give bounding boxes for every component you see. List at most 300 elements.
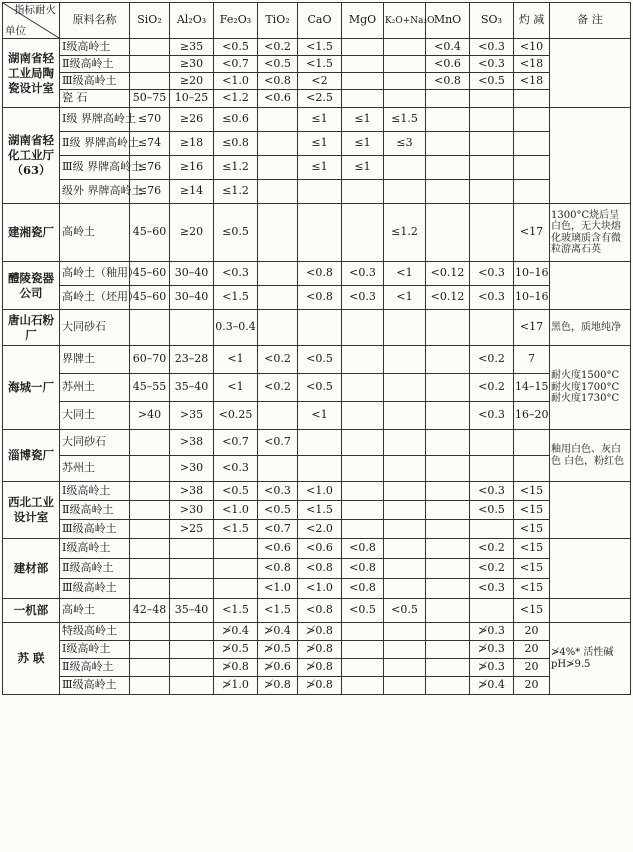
value-cell <box>258 132 298 156</box>
value-cell: ≤1.2 <box>214 180 258 204</box>
value-cell <box>426 132 470 156</box>
value-cell: 14–15 <box>514 374 550 402</box>
value-cell: <0.2 <box>258 346 298 374</box>
value-cell: ≯1.0 <box>214 677 258 695</box>
value-cell: 20 <box>514 677 550 695</box>
value-cell: ≤0.5 <box>214 204 258 262</box>
value-cell: <1.2 <box>214 90 258 108</box>
value-cell <box>426 90 470 108</box>
value-cell: ≥20 <box>170 204 214 262</box>
value-cell: <0.8 <box>342 559 384 579</box>
value-cell <box>298 430 342 456</box>
table-row <box>3 132 631 156</box>
value-cell: <0.2 <box>470 374 514 402</box>
value-cell: <1 <box>214 346 258 374</box>
value-cell: >30 <box>170 456 214 482</box>
value-cell <box>130 501 170 520</box>
value-cell <box>214 539 258 559</box>
value-cell <box>130 539 170 559</box>
value-cell: <1.5 <box>298 39 342 56</box>
column-header: SiO₂ <box>130 3 170 39</box>
note-cell: 1300°C烧后呈白色，无大块熔化玻璃质含有微粒游离石英 <box>550 204 631 262</box>
value-cell: 16–20 <box>514 402 550 430</box>
value-cell: ≯0.4 <box>214 623 258 641</box>
value-cell: <0.8 <box>426 73 470 90</box>
value-cell <box>170 559 214 579</box>
table-row <box>3 374 631 402</box>
table-row <box>3 56 631 73</box>
value-cell: <1.0 <box>298 482 342 501</box>
value-cell: 20 <box>514 641 550 659</box>
value-cell: 30–40 <box>170 262 214 286</box>
value-cell: ≤1 <box>342 108 384 132</box>
table-body <box>3 39 631 695</box>
value-cell: 10–16 <box>514 286 550 310</box>
value-cell: <1.0 <box>214 501 258 520</box>
unit-cell: 唐山石粉厂 <box>3 310 60 346</box>
column-header: Fe₂O₃ <box>214 3 258 39</box>
value-cell <box>298 310 342 346</box>
material-name-cell: Ⅲ级高岭土 <box>60 579 130 599</box>
value-cell <box>470 520 514 539</box>
value-cell <box>426 482 470 501</box>
value-cell <box>426 559 470 579</box>
value-cell: <1.5 <box>258 599 298 623</box>
material-name-cell: Ⅰ级高岭土 <box>60 641 130 659</box>
value-cell: <1.5 <box>214 599 258 623</box>
value-cell: 20 <box>514 659 550 677</box>
value-cell: ≯0.5 <box>214 641 258 659</box>
material-name-cell: Ⅱ级高岭土 <box>60 501 130 520</box>
material-name-cell: Ⅲ级高岭土 <box>60 73 130 90</box>
value-cell: ≤1 <box>342 156 384 180</box>
value-cell: 35–40 <box>170 599 214 623</box>
value-cell: <0.7 <box>258 520 298 539</box>
value-cell <box>514 430 550 456</box>
value-cell: <0.3 <box>258 482 298 501</box>
note-cell <box>550 482 631 539</box>
value-cell: ≯0.8 <box>298 677 342 695</box>
value-cell: <10 <box>514 39 550 56</box>
value-cell <box>384 623 426 641</box>
note-cell: ≯4%* 活性碱 pH≯9.5 <box>550 623 631 695</box>
value-cell: ≥18 <box>170 132 214 156</box>
value-cell: <0.3 <box>470 262 514 286</box>
value-cell <box>514 90 550 108</box>
value-cell <box>342 520 384 539</box>
value-cell: <0.3 <box>470 56 514 73</box>
note-cell: 黑色，质地纯净 <box>550 310 631 346</box>
value-cell: <15 <box>514 501 550 520</box>
table-row <box>3 180 631 204</box>
value-cell <box>470 204 514 262</box>
table-row <box>3 659 631 677</box>
value-cell <box>426 539 470 559</box>
value-cell <box>514 456 550 482</box>
value-cell: <1.0 <box>214 73 258 90</box>
value-cell: <1 <box>384 262 426 286</box>
value-cell: 60–70 <box>130 346 170 374</box>
value-cell: <1 <box>214 374 258 402</box>
value-cell: <0.8 <box>342 579 384 599</box>
material-name-cell: Ⅱ级高岭土 <box>60 559 130 579</box>
column-header: SO₃ <box>470 3 514 39</box>
kaolin-standards-table <box>2 2 631 695</box>
value-cell: <0.8 <box>342 539 384 559</box>
value-cell <box>384 559 426 579</box>
value-cell <box>342 204 384 262</box>
value-cell: 35–40 <box>170 374 214 402</box>
material-name-cell: Ⅱ级高岭土 <box>60 659 130 677</box>
value-cell: <0.2 <box>470 559 514 579</box>
unit-cell: 一机部 <box>3 599 60 623</box>
table-row <box>3 310 631 346</box>
header-row <box>3 3 631 39</box>
table-row <box>3 402 631 430</box>
value-cell: <0.2 <box>258 374 298 402</box>
value-cell: <0.5 <box>214 39 258 56</box>
value-cell: ≯0.4 <box>470 677 514 695</box>
value-cell: ≯0.8 <box>298 659 342 677</box>
material-name-cell: 瓷 石 <box>60 90 130 108</box>
value-cell <box>384 539 426 559</box>
value-cell <box>342 402 384 430</box>
value-cell <box>130 310 170 346</box>
material-name-cell: Ⅰ级高岭土 <box>60 482 130 501</box>
value-cell <box>170 539 214 559</box>
material-name-cell: 大同砂石 <box>60 430 130 456</box>
note-cell <box>550 599 631 623</box>
value-cell <box>384 90 426 108</box>
value-cell: <0.3 <box>214 262 258 286</box>
value-cell <box>170 310 214 346</box>
value-cell <box>384 374 426 402</box>
value-cell: <0.3 <box>342 262 384 286</box>
value-cell: <1.5 <box>298 501 342 520</box>
value-cell: ≤1.5 <box>384 108 426 132</box>
value-cell: <1 <box>384 286 426 310</box>
note-cell: 耐火度1500°C 耐火度1700°C 耐火度1730°C <box>550 346 631 430</box>
value-cell: ≯0.8 <box>214 659 258 677</box>
unit-cell: 湖南省轻工业局陶瓷设计室 <box>3 39 60 108</box>
value-cell: <0.3 <box>342 286 384 310</box>
column-header: 灼 减 <box>514 3 550 39</box>
value-cell <box>130 73 170 90</box>
material-name-cell: Ⅱ级 界牌高岭土 <box>60 132 130 156</box>
material-name-cell: 高岭土 <box>60 204 130 262</box>
value-cell <box>342 56 384 73</box>
table-row <box>3 559 631 579</box>
value-cell <box>384 402 426 430</box>
value-cell: ≤1.2 <box>214 156 258 180</box>
value-cell: <0.3 <box>214 456 258 482</box>
value-cell: <1 <box>298 402 342 430</box>
value-cell <box>426 346 470 374</box>
value-cell: <0.12 <box>426 262 470 286</box>
value-cell <box>384 659 426 677</box>
value-cell: <1.5 <box>214 286 258 310</box>
value-cell <box>426 501 470 520</box>
value-cell <box>470 90 514 108</box>
value-cell <box>170 659 214 677</box>
value-cell: ≤76 <box>130 156 170 180</box>
value-cell: 45–60 <box>130 262 170 286</box>
value-cell <box>130 677 170 695</box>
value-cell: ≯0.8 <box>298 623 342 641</box>
value-cell: ≤1 <box>298 108 342 132</box>
value-cell: <0.6 <box>426 56 470 73</box>
value-cell: <0.3 <box>470 39 514 56</box>
material-name-cell: Ⅰ级 界牌高岭土 <box>60 108 130 132</box>
material-name-cell: 高岭土（釉用） <box>60 262 130 286</box>
value-cell <box>130 559 170 579</box>
table-row <box>3 204 631 262</box>
unit-cell: 海城一厂 <box>3 346 60 430</box>
value-cell: <0.3 <box>470 286 514 310</box>
value-cell: ≤70 <box>130 108 170 132</box>
material-name-cell: 界牌土 <box>60 346 130 374</box>
value-cell: <0.8 <box>298 262 342 286</box>
value-cell: >30 <box>170 501 214 520</box>
material-name-cell: Ⅲ级高岭土 <box>60 677 130 695</box>
corner-top-label: 指标耐火 <box>14 4 56 16</box>
value-cell <box>426 402 470 430</box>
value-cell <box>258 456 298 482</box>
value-cell: 0.3–0.4 <box>214 310 258 346</box>
material-name-cell: 苏州土 <box>60 374 130 402</box>
value-cell <box>258 180 298 204</box>
value-cell <box>514 108 550 132</box>
table-row <box>3 599 631 623</box>
value-cell: ≯0.8 <box>298 641 342 659</box>
value-cell <box>130 39 170 56</box>
value-cell: <2.5 <box>298 90 342 108</box>
value-cell: ≯0.6 <box>258 659 298 677</box>
column-header: MnO <box>426 3 470 39</box>
note-cell <box>550 262 631 310</box>
table-row <box>3 579 631 599</box>
value-cell: >35 <box>170 402 214 430</box>
value-cell <box>258 262 298 286</box>
value-cell: <0.3 <box>470 482 514 501</box>
value-cell: <0.8 <box>258 559 298 579</box>
table-row <box>3 286 631 310</box>
value-cell: ≯0.3 <box>470 641 514 659</box>
value-cell <box>470 108 514 132</box>
value-cell <box>258 310 298 346</box>
value-cell <box>470 599 514 623</box>
value-cell: <0.7 <box>258 430 298 456</box>
value-cell <box>470 310 514 346</box>
value-cell: ≥20 <box>170 73 214 90</box>
value-cell <box>426 430 470 456</box>
material-name-cell: 特级高岭土 <box>60 623 130 641</box>
value-cell: >40 <box>130 402 170 430</box>
value-cell <box>426 374 470 402</box>
value-cell <box>426 520 470 539</box>
value-cell: ≥14 <box>170 180 214 204</box>
value-cell: <15 <box>514 539 550 559</box>
value-cell <box>384 156 426 180</box>
material-name-cell: 苏州土 <box>60 456 130 482</box>
value-cell <box>384 456 426 482</box>
value-cell: >25 <box>170 520 214 539</box>
value-cell <box>384 520 426 539</box>
value-cell <box>342 482 384 501</box>
value-cell <box>470 180 514 204</box>
value-cell <box>342 346 384 374</box>
value-cell <box>426 641 470 659</box>
value-cell: ≯0.3 <box>470 623 514 641</box>
value-cell: <0.5 <box>214 482 258 501</box>
value-cell: ≥30 <box>170 56 214 73</box>
value-cell <box>470 156 514 180</box>
value-cell <box>426 599 470 623</box>
material-name-cell: 级外 界牌高岭土 <box>60 180 130 204</box>
value-cell <box>170 677 214 695</box>
value-cell <box>384 73 426 90</box>
table-row <box>3 262 631 286</box>
value-cell: ≯0.3 <box>470 659 514 677</box>
value-cell: <0.5 <box>384 599 426 623</box>
value-cell: <0.5 <box>470 73 514 90</box>
table-row <box>3 73 631 90</box>
value-cell <box>130 659 170 677</box>
value-cell: ≤1 <box>342 132 384 156</box>
value-cell: ≤0.6 <box>214 108 258 132</box>
value-cell: <18 <box>514 56 550 73</box>
value-cell: <1.5 <box>298 56 342 73</box>
value-cell <box>258 204 298 262</box>
unit-cell: 建湘瓷厂 <box>3 204 60 262</box>
column-header: TiO₂ <box>258 3 298 39</box>
material-name-cell: Ⅱ级高岭土 <box>60 56 130 73</box>
table-row <box>3 346 631 374</box>
column-header: Al₂O₃ <box>170 3 214 39</box>
value-cell: <0.2 <box>470 346 514 374</box>
note-cell <box>550 108 631 204</box>
value-cell <box>342 73 384 90</box>
value-cell <box>384 430 426 456</box>
table-row <box>3 539 631 559</box>
value-cell: ≤76 <box>130 180 170 204</box>
value-cell <box>130 456 170 482</box>
value-cell <box>214 559 258 579</box>
value-cell <box>258 108 298 132</box>
value-cell <box>384 180 426 204</box>
value-cell: ≤1.2 <box>384 204 426 262</box>
value-cell: 10–25 <box>170 90 214 108</box>
material-name-cell: 高岭土（坯用） <box>60 286 130 310</box>
value-cell <box>384 482 426 501</box>
value-cell: <0.7 <box>214 56 258 73</box>
column-header: 备 注 <box>550 3 631 39</box>
value-cell: <17 <box>514 204 550 262</box>
table-row <box>3 520 631 539</box>
value-cell <box>384 641 426 659</box>
table-row <box>3 641 631 659</box>
value-cell <box>426 579 470 599</box>
value-cell: 50–75 <box>130 90 170 108</box>
value-cell: <0.5 <box>298 374 342 402</box>
value-cell: <17 <box>514 310 550 346</box>
value-cell <box>342 641 384 659</box>
value-cell <box>130 623 170 641</box>
value-cell: <0.5 <box>470 501 514 520</box>
value-cell <box>130 520 170 539</box>
value-cell <box>426 677 470 695</box>
value-cell <box>130 482 170 501</box>
value-cell: >38 <box>170 482 214 501</box>
value-cell: 23–28 <box>170 346 214 374</box>
unit-cell: 苏 联 <box>3 623 60 695</box>
value-cell: <1.5 <box>214 520 258 539</box>
value-cell <box>258 156 298 180</box>
column-header: K₂O+Na₂O <box>384 3 426 39</box>
value-cell: 7 <box>514 346 550 374</box>
value-cell <box>514 156 550 180</box>
column-header: CaO <box>298 3 342 39</box>
material-name-cell: 大同土 <box>60 402 130 430</box>
value-cell: <0.6 <box>258 539 298 559</box>
value-cell <box>130 579 170 599</box>
value-cell <box>426 156 470 180</box>
value-cell <box>342 90 384 108</box>
table-row <box>3 482 631 501</box>
value-cell: <15 <box>514 599 550 623</box>
value-cell: <0.8 <box>258 73 298 90</box>
value-cell: 20 <box>514 623 550 641</box>
value-cell <box>470 456 514 482</box>
value-cell: 45–60 <box>130 204 170 262</box>
value-cell <box>384 579 426 599</box>
value-cell <box>514 132 550 156</box>
value-cell: ≥26 <box>170 108 214 132</box>
value-cell <box>342 430 384 456</box>
value-cell <box>298 456 342 482</box>
value-cell: <1.0 <box>258 579 298 599</box>
value-cell <box>342 456 384 482</box>
value-cell <box>470 430 514 456</box>
value-cell <box>170 623 214 641</box>
value-cell: <0.8 <box>298 559 342 579</box>
value-cell <box>384 677 426 695</box>
value-cell: ≥16 <box>170 156 214 180</box>
value-cell: 45–60 <box>130 286 170 310</box>
note-cell: 釉用白色、灰白色 白色，粉红色 <box>550 430 631 482</box>
material-name-cell: Ⅲ级高岭土 <box>60 520 130 539</box>
value-cell: <0.5 <box>298 346 342 374</box>
corner-header-cell <box>3 3 60 39</box>
material-name-cell: Ⅰ级高岭土 <box>60 539 130 559</box>
table-row <box>3 90 631 108</box>
value-cell: ≤0.8 <box>214 132 258 156</box>
value-cell <box>258 402 298 430</box>
value-cell: ≥35 <box>170 39 214 56</box>
value-cell: <0.6 <box>258 90 298 108</box>
value-cell: <15 <box>514 559 550 579</box>
value-cell: ≤1 <box>298 156 342 180</box>
value-cell <box>298 180 342 204</box>
value-cell <box>342 180 384 204</box>
table-row <box>3 156 631 180</box>
value-cell <box>342 39 384 56</box>
value-cell <box>514 180 550 204</box>
value-cell <box>384 39 426 56</box>
value-cell <box>384 501 426 520</box>
table-row <box>3 108 631 132</box>
value-cell <box>470 132 514 156</box>
